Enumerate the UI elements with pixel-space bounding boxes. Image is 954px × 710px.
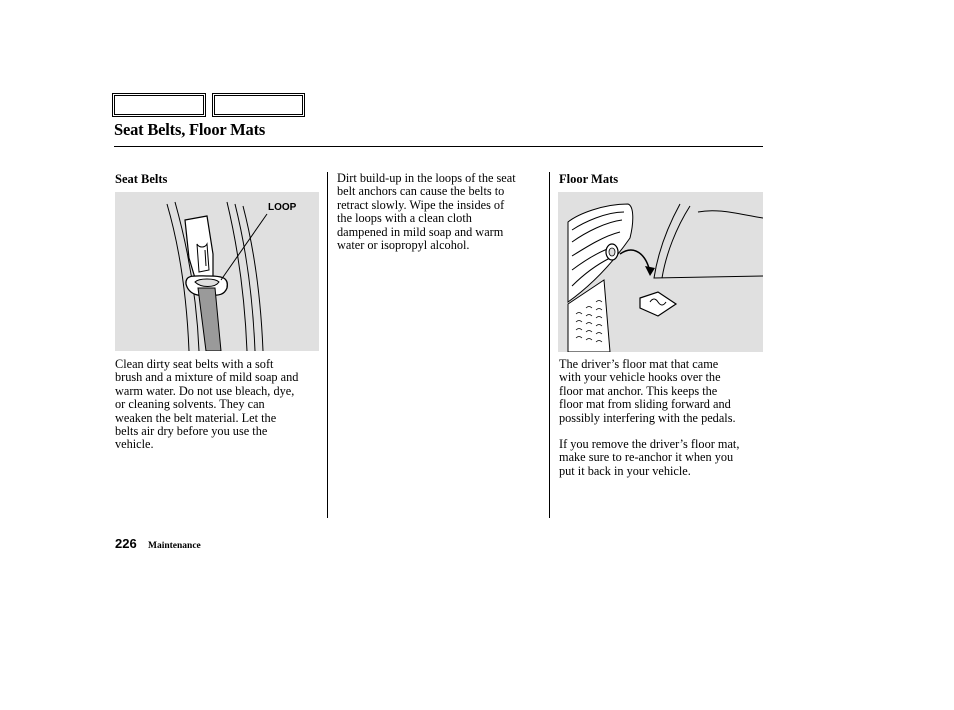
seat-belts-text: Clean dirty seat belts with a soft brush and a mixture of mild soap and warm water. Do not use bleach, dye, or cleaning solvents. They can weaken the belt material. Let the belts air dry before you use the vehicle. xyxy=(115,357,299,452)
seat-belt-illustration xyxy=(115,192,319,351)
column-divider-2 xyxy=(549,172,550,518)
header-tab-box-right xyxy=(212,93,305,117)
loop-label: LOOP xyxy=(268,202,297,213)
floor-mats-text-1: The driver’s floor mat that came with your vehicle hooks over the floor mat anchor. This keeps the floor mat from sliding forward and possibly interfering with the pedals. xyxy=(559,357,736,425)
seat-belts-heading: Seat Belts xyxy=(115,172,168,186)
title-rule xyxy=(114,146,763,147)
floor-mat-illustration xyxy=(558,192,763,352)
column-divider-1 xyxy=(327,172,328,518)
page-number: 226 xyxy=(115,536,137,551)
floor-mats-text-2: If you remove the driver’s floor mat, make sure to re-anchor it when you put it back in your vehicle. xyxy=(559,437,740,478)
section-name: Maintenance xyxy=(148,541,201,551)
seat-belt-drawing xyxy=(115,192,319,351)
header-tab-box-left xyxy=(112,93,206,117)
page-title: Seat Belts, Floor Mats xyxy=(114,120,266,139)
loops-text: Dirt build-up in the loops of the seat belt anchors can cause the belts to retract slowly. Wipe the insides of the loops with a clean cloth dampened in mild soap and warm water or isopropyl alcohol. xyxy=(337,171,516,253)
floor-mat-drawing xyxy=(558,192,763,352)
floor-mats-heading: Floor Mats xyxy=(559,172,619,186)
